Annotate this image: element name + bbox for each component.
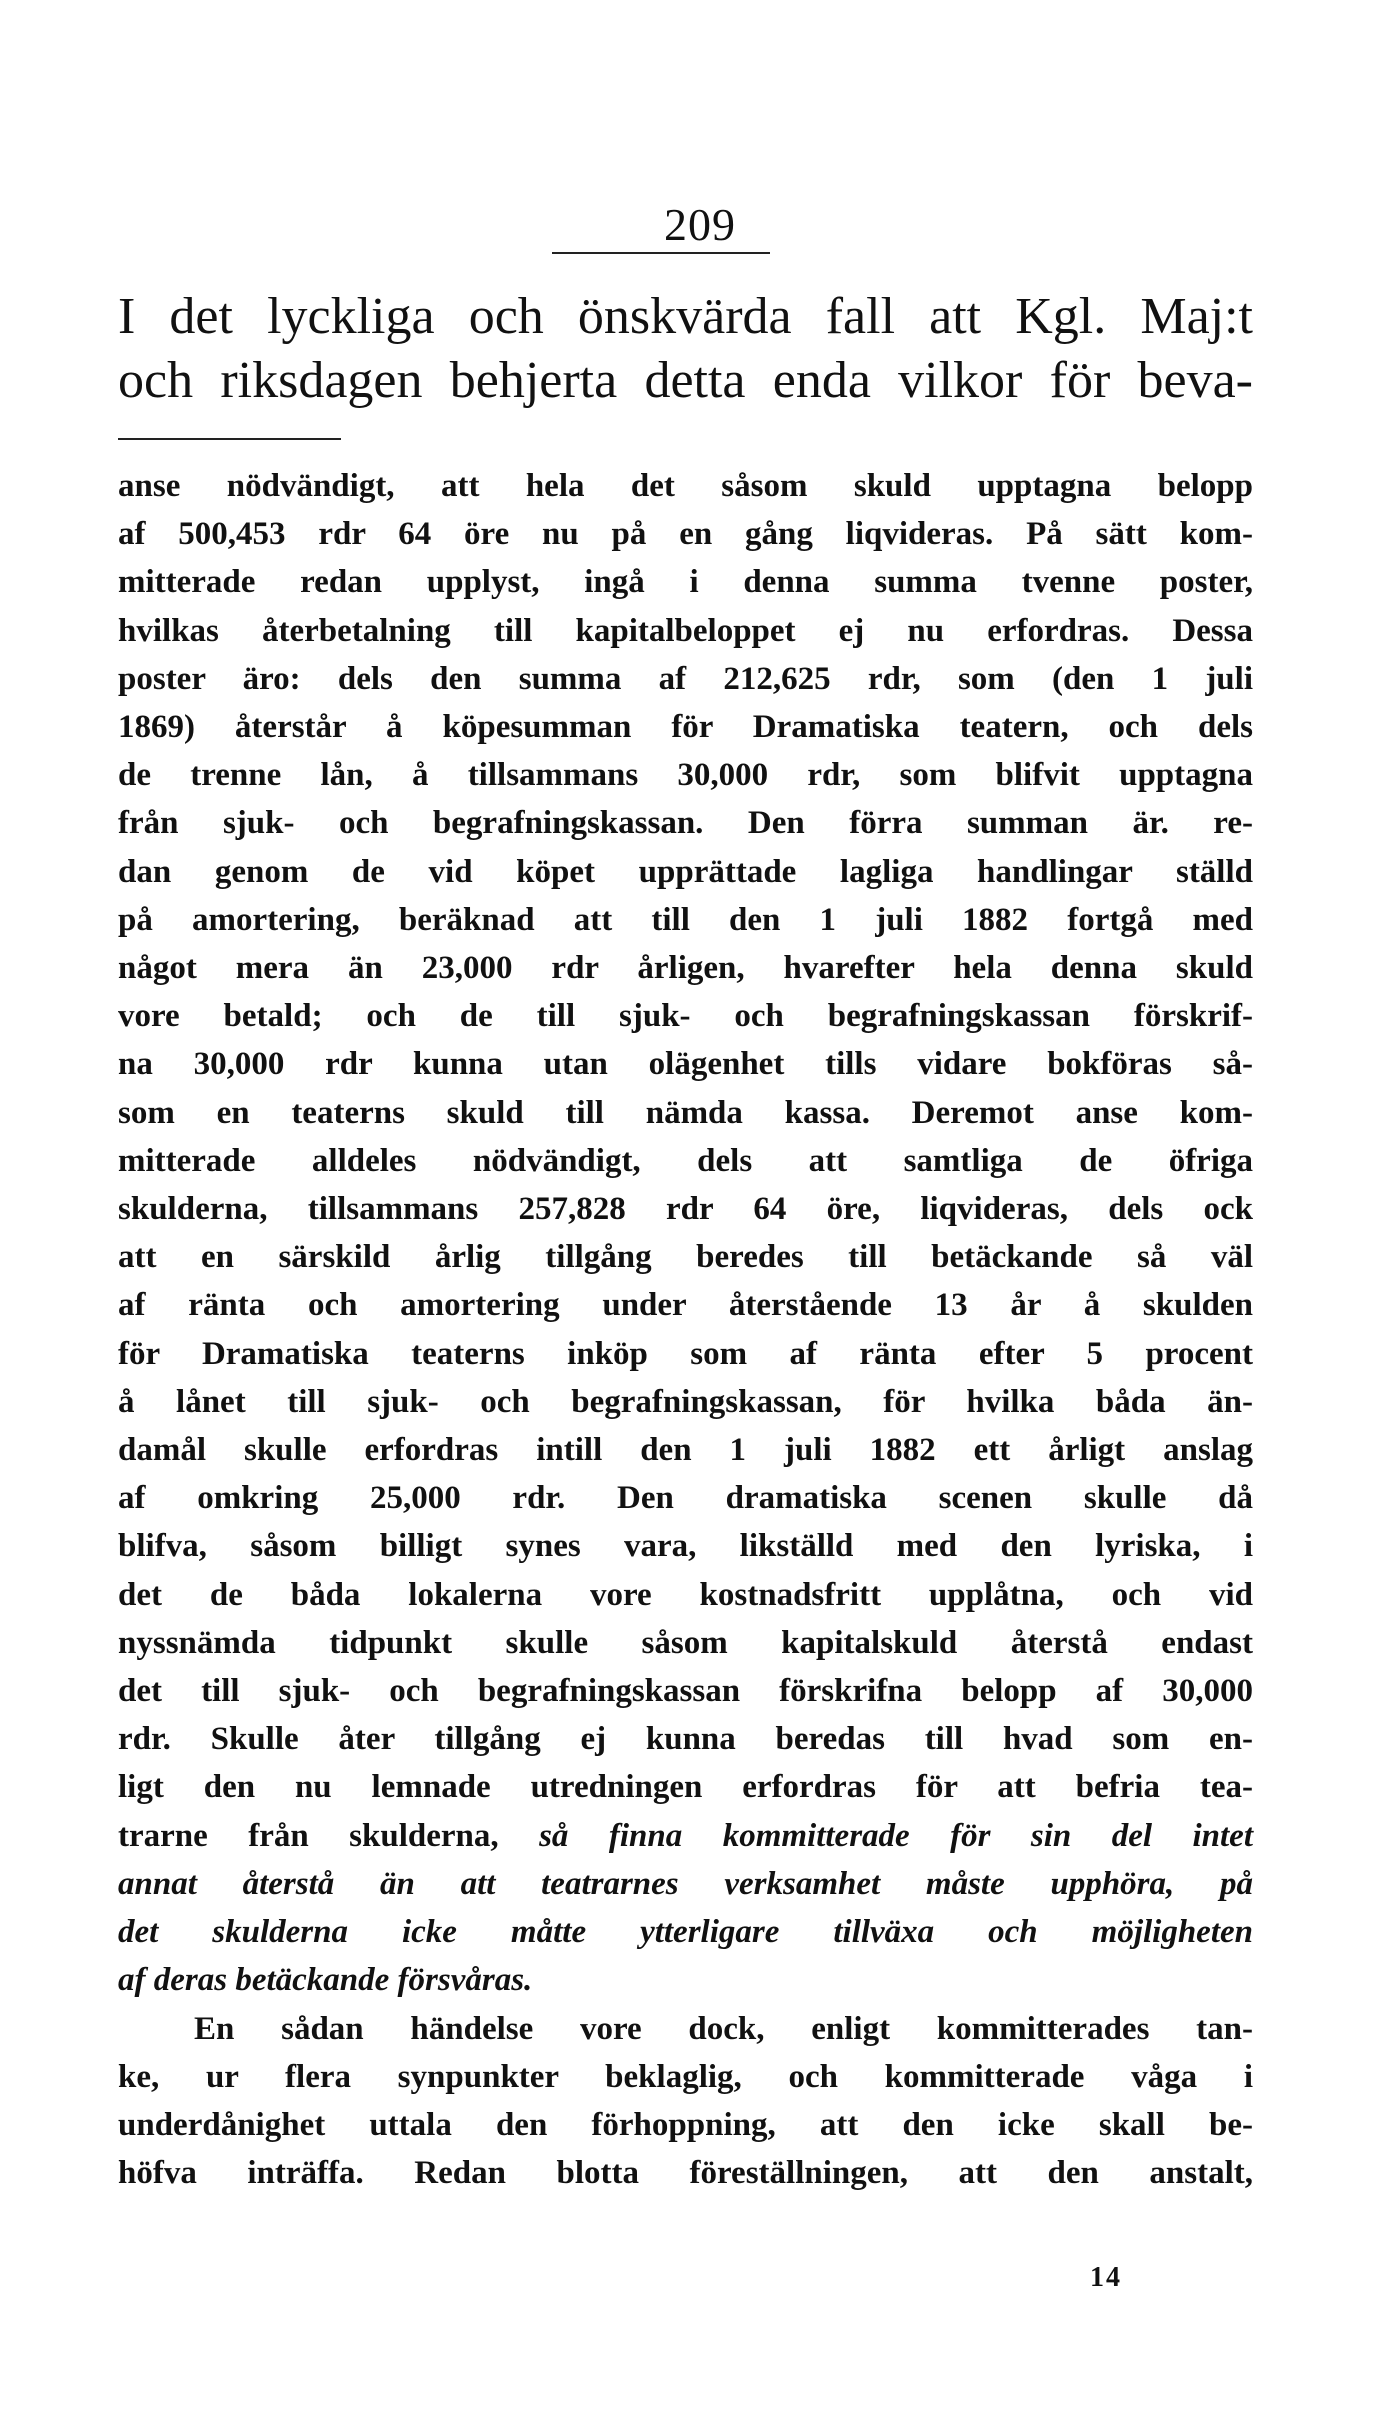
body-text-line: poster äro: dels den summa af 212,625 rdr, som (den 1 juli bbox=[118, 660, 1253, 697]
body-text-line: nyssnämda tidpunkt skulle såsom kapitalskuld återstå endast bbox=[118, 1624, 1253, 1661]
body-text-line: 1869) återstår å köpesumman för Dramatiska teatern, och dels bbox=[118, 709, 1253, 746]
body-text-line: af 500,453 rdr 64 öre nu på en gång liqvideras. På sätt kom- bbox=[118, 516, 1253, 553]
main-text-block bbox=[118, 462, 1253, 2197]
body-text-line: damål skulle erfordras intill den 1 juli 1882 ett årligt anslag bbox=[118, 1432, 1253, 1469]
body-text-line: att en särskild årlig tillgång beredes till betäckande så väl bbox=[118, 1239, 1253, 1276]
page-number: 209 bbox=[664, 199, 736, 250]
body-text-line: dan genom de vid köpet upprättade lagliga handlingar ställd bbox=[118, 853, 1253, 890]
signature-mark: 14 bbox=[1090, 2262, 1122, 2293]
body-text-line: ligt den nu lemnade utredningen erfordras för att befria tea- bbox=[118, 1769, 1253, 1806]
body-text-line: anse nödvändigt, att hela det såsom skuld upptagna belopp bbox=[118, 468, 1253, 504]
body-text-line: höfva inträffa. Redan blotta föreställningen, att den anstalt, bbox=[118, 2155, 1253, 2192]
body-text-line: som en teaterns skuld till nämda kassa. Deremot anse kom- bbox=[118, 1094, 1253, 1131]
italic-text-segment: så finna kommitterade för sin del intet bbox=[539, 1817, 1253, 1854]
top-text-line: I det lyckliga och önskvärda fall att Kgl. Maj:t bbox=[118, 288, 1253, 345]
body-text-line: ke, ur flera synpunkter beklaglig, och kommitterade våga i bbox=[118, 2058, 1253, 2095]
body-text-line: för Dramatiska teaterns inköp som af ränta efter 5 procent bbox=[118, 1335, 1253, 1372]
body-text-line: na 30,000 rdr kunna utan olägenhet tills vidare bokföras så- bbox=[118, 1046, 1253, 1083]
italic-text-line: af deras betäckande försvåras. bbox=[118, 1962, 533, 1999]
body-text-line: de trenne lån, å tillsammans 30,000 rdr, som blifvit upptagna bbox=[118, 757, 1253, 794]
body-text-line: mitterade alldeles nödvändigt, dels att samtliga de öfriga bbox=[118, 1142, 1253, 1179]
body-text-line: skulderna, tillsammans 257,828 rdr 64 öre, liqvideras, dels ock bbox=[118, 1191, 1253, 1228]
body-text-line: något mera än 23,000 rdr årligen, hvarefter hela denna skuld bbox=[118, 950, 1253, 987]
body-text-line: å lånet till sjuk- och begrafningskassan, för hvilka båda än- bbox=[118, 1383, 1253, 1420]
italic-text-line: annat återstå än att teatrarnes verksamhet måste upphöra, på bbox=[118, 1865, 1253, 1902]
body-text-line: vore betald; och de till sjuk- och begrafningskassan förskrif- bbox=[118, 998, 1253, 1035]
body-text-line: underdånighet uttala den förhoppning, att den icke skall be- bbox=[118, 2106, 1253, 2143]
page-number-rule bbox=[552, 252, 770, 254]
mixed-style-line bbox=[118, 1812, 1253, 1860]
body-text-line: hvilkas återbetalning till kapitalbeloppet ej nu erfordras. Dessa bbox=[118, 612, 1253, 649]
body-text-line: det de båda lokalerna vore kostnadsfritt upplåtna, och vid bbox=[118, 1576, 1253, 1613]
normal-text-segment: trarne från skulderna, bbox=[118, 1817, 540, 1854]
section-divider-rule bbox=[118, 438, 341, 440]
body-text-line: af omkring 25,000 rdr. Den dramatiska scenen skulle då bbox=[118, 1480, 1253, 1517]
body-text-line: rdr. Skulle åter tillgång ej kunna beredas till hvad som en- bbox=[118, 1721, 1253, 1758]
top-text-line: och riksdagen behjerta detta enda vilkor för beva- bbox=[118, 352, 1253, 409]
body-text-line: af ränta och amortering under återstående 13 år å skulden bbox=[118, 1287, 1253, 1324]
body-text-line: det till sjuk- och begrafningskassan förskrifna belopp af 30,000 bbox=[118, 1673, 1253, 1710]
italic-text-line: det skulderna icke måtte ytterligare tillväxa och möjligheten bbox=[118, 1914, 1253, 1951]
body-text-line: på amortering, beräknad att till den 1 juli 1882 fortgå med bbox=[118, 901, 1253, 938]
body-text-line: från sjuk- och begrafningskassan. Den förra summan är. re- bbox=[118, 805, 1253, 842]
top-paragraph bbox=[118, 285, 1253, 413]
paragraph-start-line: En sådan händelse vore dock, enligt kommitterades tan- bbox=[194, 2010, 1253, 2047]
body-text-line: blifva, såsom billigt synes vara, likställd med den lyriska, i bbox=[118, 1528, 1253, 1565]
body-text-line: mitterade redan upplyst, ingå i denna summa tvenne poster, bbox=[118, 564, 1253, 601]
